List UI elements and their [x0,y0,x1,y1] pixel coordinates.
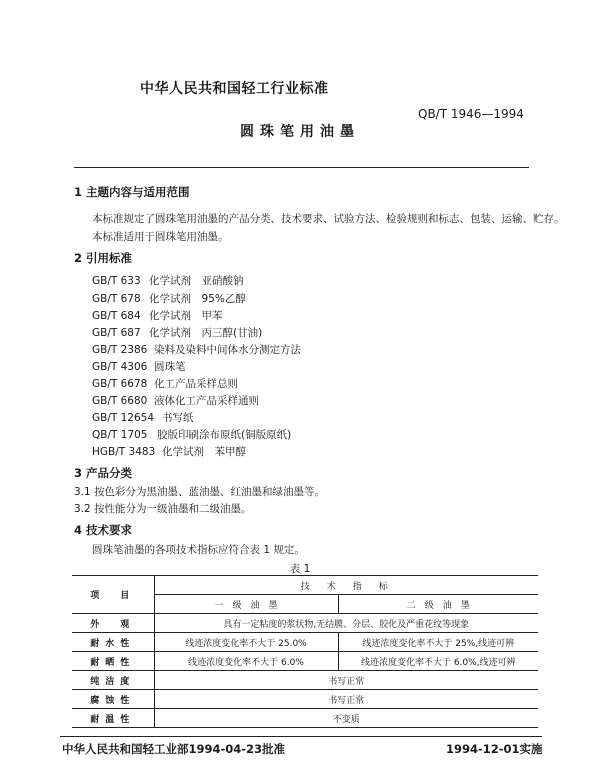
reference-name: 胶版印刷涂布原纸(铜版原纸) [157,429,292,441]
table-row [72,690,538,709]
reference-item [92,393,259,408]
reference-name: 化学试剂 丙三醇(甘油) [149,327,263,339]
row-value: 书写正常 [154,671,538,690]
clause-3-2: 3.2 按性能分为一级油墨和二级油墨。 [74,503,252,515]
clause-3-1: 3.1 按色彩分为黑油墨、蓝油墨、红油墨和绿油墨等。 [74,486,326,498]
reference-name: 化学试剂 亚硝酸钠 [149,275,244,287]
row-item: 腐蚀性 [72,690,154,709]
standard-number: QB/T 1946—1994 [418,107,524,121]
reference-name: 化学试剂 95%乙醇 [149,293,246,305]
reference-name: 圆珠笔 [154,361,186,373]
reference-code: GB/T 6678 [92,378,148,390]
reference-item [92,376,238,391]
row-item: 外 观 [72,614,154,633]
header-grade-1: 一 级 油 墨 [154,595,338,614]
approval-statement: 中华人民共和国轻工业部1994-04-23批准 [62,742,286,756]
reference-code: GB/T 687 [92,327,141,339]
reference-code: GB/T 633 [92,275,141,287]
reference-name: 书写纸 [162,412,194,424]
section-2-heading: 2 引用标准 [74,251,133,265]
reference-item [92,308,223,323]
section-1-heading: 1 主题内容与适用范围 [74,185,190,199]
reference-code: GB/T 12654 [92,412,155,424]
row-value: 书写正常 [154,690,538,709]
reference-name: 化工产品采样总则 [154,378,238,390]
row-item: 耐水性 [72,633,154,652]
table-row [72,614,538,633]
reference-item [92,410,194,425]
reference-code: GB/T 6680 [92,395,148,407]
header-item: 项 目 [72,576,154,614]
row-value-grade-2: 线迹浓度变化率不大于 25%,线迹可辨 [338,633,538,652]
issuer-title: 中华人民共和国轻工行业标准 [140,81,329,97]
reference-item [92,273,244,288]
reference-item [92,291,246,306]
table-row [72,671,538,690]
reference-name: 化学试剂 苯甲醇 [162,446,246,458]
reference-item [92,342,301,357]
section-4-paragraph: 圆珠笔油墨的各项技术指标应符合表 1 规定。 [92,544,305,556]
reference-code: GB/T 678 [92,293,141,305]
section-1-paragraph-1: 本标准规定了圆珠笔用油墨的产品分类、技术要求、试验方法、检验规则和标志、包装、运输、贮存。 [92,213,565,225]
document-title: 圆珠笔用油墨 [240,124,360,140]
row-value-grade-1: 线迹浓度变化率不大于 6.0% [154,652,338,671]
reference-item [92,359,186,374]
row-item: 纯洁度 [72,671,154,690]
header-rule [74,167,529,168]
footer-rule [60,736,542,737]
effective-date: 1994-12-01实施 [446,742,543,756]
reference-code: GB/T 2386 [92,344,148,356]
reference-name: 染料及染料中间体水分测定方法 [154,344,301,356]
header-grade-2: 二 级 油 墨 [338,595,538,614]
reference-code: GB/T 4306 [92,361,148,373]
reference-code: QB/T 1705 [92,429,148,441]
reference-name: 化学试剂 甲苯 [149,310,223,322]
section-3-heading: 3 产品分类 [74,466,133,480]
specification-table [72,575,538,728]
reference-item [92,325,262,340]
row-value: 不变质 [154,709,538,728]
row-item: 耐晒性 [72,652,154,671]
header-technical-index: 技 术 指 标 [154,576,538,595]
reference-code: GB/T 684 [92,310,141,322]
row-value: 具有一定粘度的浆状物,无结膜、分层、胶化及严重花纹等现象 [154,614,538,633]
reference-name: 液体化工产品采样通则 [154,395,259,407]
reference-item [92,427,291,442]
section-4-heading: 4 技术要求 [74,523,133,537]
table-caption: 表 1 [289,563,311,575]
table-row [72,709,538,728]
table-row [72,652,538,671]
row-value-grade-1: 线迹浓度变化率不大于 25.0% [154,633,338,652]
row-item: 耐温性 [72,709,154,728]
row-value-grade-2: 线迹浓度变化率不大于 6.0%,线迹可辨 [338,652,538,671]
section-1-paragraph-2: 本标准适用于圆珠笔用油墨。 [92,231,229,243]
reference-code: HGB/T 3483 [92,446,156,458]
reference-item [92,444,246,459]
table-row [72,633,538,652]
